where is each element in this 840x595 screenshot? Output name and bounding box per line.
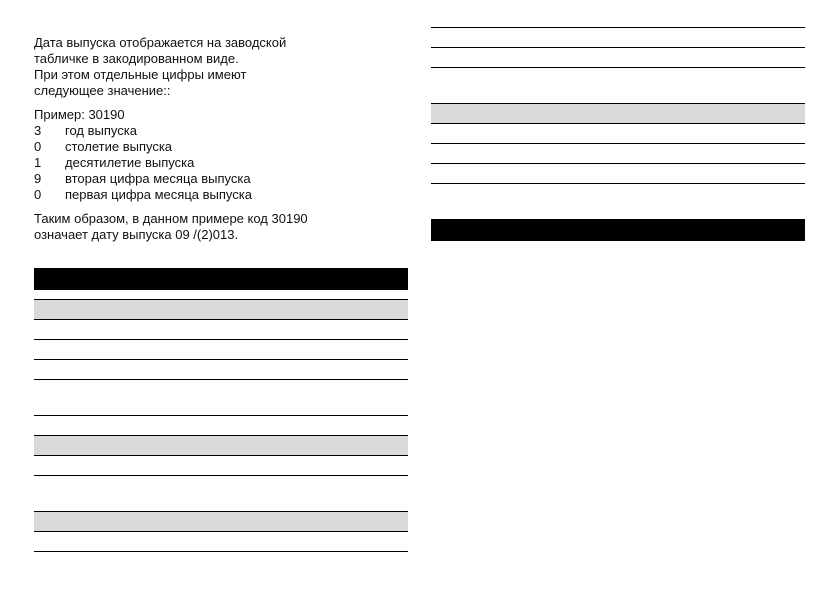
legend-row [34,139,364,155]
legend-digit: 9 [34,171,42,186]
legend-row [34,155,364,171]
table-row-divider [34,339,408,340]
legend-digit: 1 [34,155,42,170]
table-header-bar [431,219,805,241]
legend-meaning: вторая цифра месяца выпуска [65,171,251,186]
conclusion-line-2: означает дату выпуска 09 /(2)013. [34,227,239,242]
table-row-divider [34,551,408,552]
table-row-divider [34,359,408,360]
legend-meaning: столетие выпуска [65,139,173,154]
example-label: Пример: 30190 [34,107,125,122]
table-section-band [34,511,408,532]
table-row-divider [34,415,408,416]
table-row-divider [431,67,805,68]
table-row-divider [34,379,408,380]
intro-line-1: Дата выпуска отображается на заводской [34,35,287,50]
legend-digit: 0 [34,187,42,202]
legend-meaning: год выпуска [65,123,137,138]
table-row-divider [431,27,805,28]
table-section-band [34,435,408,456]
legend-meaning: первая цифра месяца выпуска [65,187,252,202]
intro-line-4: следующее значение:: [34,83,171,98]
legend-row [34,171,364,187]
legend-row [34,123,364,139]
legend-meaning: десятилетие выпуска [65,155,195,170]
table-section-band [34,299,408,320]
table-row-divider [431,143,805,144]
table-section-band [431,103,805,124]
legend-digit: 0 [34,139,42,154]
conclusion-line-1: Таким образом, в данном примере код 30190 [34,211,308,226]
table-row-divider [431,47,805,48]
intro-line-2: табличке в закодированном виде. [34,51,239,66]
legend-digit: 3 [34,123,42,138]
legend-row [34,187,364,203]
table-row-divider [431,183,805,184]
intro-line-3: При этом отдельные цифры имеют [34,67,247,82]
table-header-bar [34,268,408,290]
table-row-divider [431,163,805,164]
table-row-divider [34,475,408,476]
